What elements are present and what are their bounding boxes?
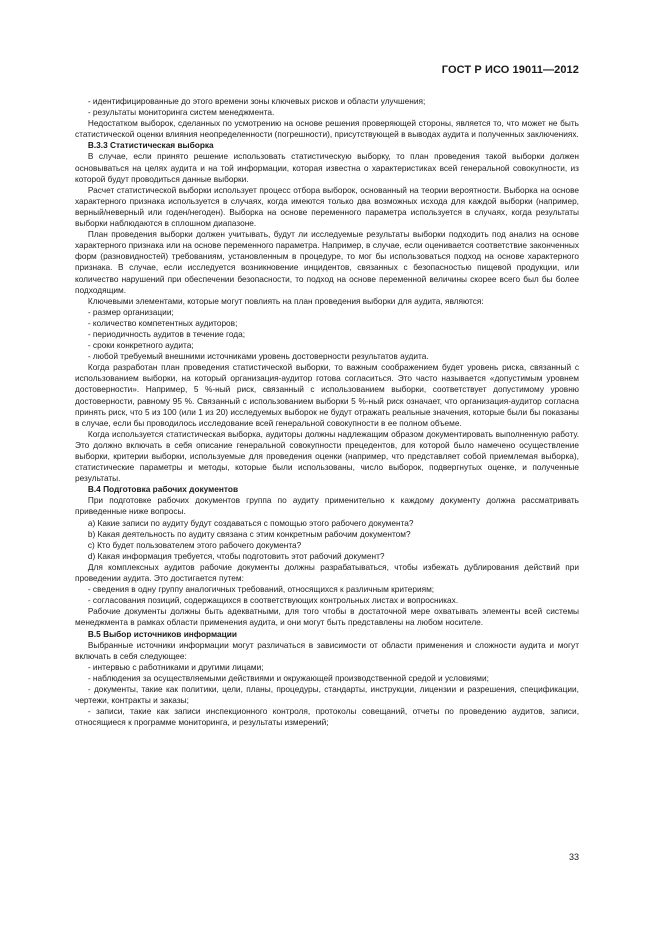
list-item: - сроки конкретного аудита;: [87, 340, 194, 351]
list-item: - согласования позиций, содержащихся в соответствующих контрольных листах и вопросниках.: [87, 595, 459, 606]
section-heading: B.4 Подготовка рабочих документов: [87, 484, 239, 495]
list-item: - наблюдения за осуществляемыми действиями и окружающей производственной средой и условиями;: [87, 672, 489, 683]
paragraph: Когда разработан план проведения статистической выборки, то важным соображением будет уровень риска, связанный с использованием выборки, на который организация-аудитор готова согласиться. Это часто называется «допустимым уровнем достоверности». Например, 5 %-ный риск, связанный с использованием выборки, соответствует допустимому уровню достоверности, равному 95 %. Связанный с использованием выборки 5 %-ный риск означает, что организация-аудитор согласна принять риск, что 5 из 100 (или 1 из 20) исследуемых выборок не будут отражать реальные значения, которые были бы показаны в случае, если бы проводилось исследование всей генеральной совокупности в ее полном объеме.: [75, 362, 579, 428]
paragraph: Расчет статистической выборки использует процесс отбора выборок, основанный на теории вероятности. Выборка на основе характерного признака используется в случаях, когда имеются только два возможных исхода для каждой выборки (например, верный/неверный или годен/негоден). Выборка на основе переменного параметра используется в случаях, когда результаты выборки наблюдаются в сплошном диапазоне.: [75, 184, 579, 229]
section-heading: B.5 Выбор источников информации: [87, 628, 237, 639]
paragraph: Ключевыми элементами, которые могут повлиять на план проведения выборки для аудита, являются:: [87, 295, 484, 306]
paragraph: План проведения выборки должен учитывать, будут ли исследуемые результаты выборки подходить под анализ на основе характерного признака или на основе переменного параметра. Например, в случае, если оценивается соответствие законченных форм (разновидностей) требованиям, установленным в процедуре, то мог бы использоваться подход на основе характерного признака. В случае, если исследуется возникновение инцидентов, связанных с безопасностью пищевой продукции, или количество нарушений при обеспечении безопасности, то подход на основе переменной величины скорее всего был бы более подходящим.: [75, 229, 579, 295]
document-body: [75, 96, 579, 728]
paragraph: - записи, такие как записи инспекционного контроля, протоколы совещаний, отчеты по проведению аудитов, записи, относящиеся к программе мониторинга, и результаты измерений;: [75, 706, 579, 728]
list-item: - интервью с работниками и другими лицами;: [87, 661, 264, 672]
page-number: 33: [568, 852, 579, 862]
list-item: d) Какая информация требуется, чтобы подготовить этот рабочий документ?: [87, 550, 385, 561]
list-item: b) Какая деятельность по аудиту связана с этим конкретным рабочим документом?: [87, 528, 411, 539]
paragraph: При подготовке рабочих документов группа по аудиту применительно к каждому документу должна рассматривать приведенные ниже вопросы.: [75, 495, 579, 517]
paragraph: - документы, такие как политики, цели, планы, процедуры, стандарты, инструкции, лицензии и разрешения, спецификации, чертежи, контракты и заказы;: [75, 683, 579, 706]
document-header: ГОСТ Р ИСО 19011—2012: [441, 64, 579, 76]
list-item: - периодичность аудитов в течение года;: [87, 328, 246, 339]
list-item: - сведения в одну группу аналогичных требований, относящихся к различным критериям;: [87, 584, 435, 595]
paragraph: В случае, если принято решение использовать статистическую выборку, то план проведения такой выборки должен основываться на целях аудита и на той информации, которая известна о характеристиках всей генеральной совокупности, из которой будут проводиться данные выборки.: [75, 151, 579, 184]
list-item: - размер организации;: [87, 306, 174, 317]
paragraph: Недостатком выборок, сделанных по усмотрению на основе решения проверяющей стороны, является то, что может не быть статистической оценки влияния неопределенности (погрешности), присутствующей в выводах аудита и полученных заключениях.: [75, 118, 579, 140]
paragraph: Для комплексных аудитов рабочие документы должны разрабатываться, чтобы избежать дублирования действий при проведении аудита. Это достигается путем:: [75, 561, 579, 584]
list-item: a) Какие записи по аудиту будут создаваться с помощью этого рабочего документа?: [87, 517, 414, 528]
list-item: - идентифицированные до этого времени зоны ключевых рисков и области улучшения;: [87, 96, 426, 106]
paragraph: Когда используется статистическая выборка, аудиторы должны надлежащим образом документировать выполненную работу. Это должно включать в себя описание генеральной совокупности прецедентов, для которой было намечено осуществление выборки, критерии выборки, используемые для проведения оценки (например, что представляет собой приемлемая выборка), статистические параметры и методы, которые были использованы, число выборок, подвергнутых оценке, и полученные результаты.: [75, 428, 579, 484]
paragraph: Выбранные источники информации могут различаться в зависимости от области применения и сложности аудита и могут включать в себя следующее:: [75, 639, 579, 661]
list-item: - результаты мониторинга систем менеджмента.: [87, 107, 275, 118]
list-item: - количество компетентных аудиторов;: [87, 317, 238, 328]
list-item: - любой требуемый внешними источниками уровень достоверности результатов аудита.: [87, 351, 429, 362]
list-item: c) Кто будет пользователем этого рабочего документа?: [87, 539, 302, 550]
section-heading: B.3.3 Статистическая выборка: [87, 140, 214, 151]
paragraph: Рабочие документы должны быть адекватными, для того чтобы в достаточной мере охватывать элементы всей системы менеджмента в рамках области применения аудита, и они могут быть представлены на любом носителе.: [75, 606, 579, 628]
